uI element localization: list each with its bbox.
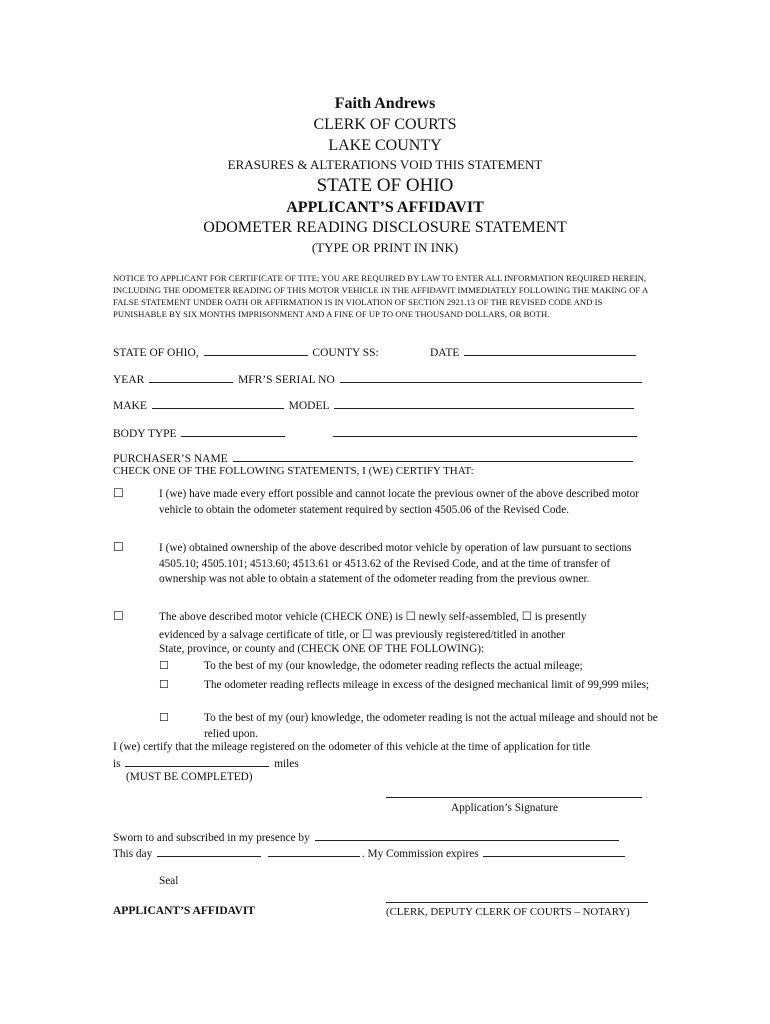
option-1-text: I (we) have made every effort possible and cannot locate the previous owner of the above described motor vehicle to obtain the odometer statement required by section 4505.06 of the Revised Code. (159, 488, 640, 516)
erasures-warning: ERASURES & ALTERATIONS VOID THIS STATEMENT (227, 157, 543, 172)
sub-option-3-checkbox[interactable]: ☐ (159, 712, 169, 724)
sub-option-2-checkbox[interactable]: ☐ (159, 679, 169, 691)
month-blank[interactable] (268, 846, 360, 857)
serial-label: MFR’S SERIAL NO (238, 374, 335, 386)
sworn-label: Sworn to and subscribed in my presence by (113, 832, 310, 844)
applicant-signature-label: Application’s Signature (451, 802, 558, 814)
sworn-row (113, 830, 621, 844)
year-blank[interactable] (149, 372, 233, 383)
option-3-text-e: was previously registered/titled in another (374, 629, 566, 641)
this-day-row (113, 846, 627, 860)
this-day-label: This day (113, 848, 153, 860)
sub-option-2-text: The odometer reading reflects mileage in excess of the designed mechanical limit of 99,999 miles; (204, 679, 650, 691)
other-state-checkbox[interactable]: ☐ (361, 629, 373, 641)
extra-row (331, 426, 639, 440)
sub-option-1-text: To the best of my (our knowledge, the odometer reading reflects the actual mileage; (204, 660, 583, 672)
ink-instructions: (TYPE OR PRINT IN INK) (311, 240, 459, 255)
date-label: DATE (430, 347, 460, 359)
make-blank[interactable] (152, 398, 284, 409)
day-blank[interactable] (157, 846, 261, 857)
state-label: STATE OF OHIO, (113, 347, 199, 359)
make-model-row (113, 398, 636, 412)
option-3-text-c: is presently (534, 611, 587, 623)
serial-blank[interactable] (340, 372, 642, 383)
form-subtitle: ODOMETER READING DISCLOSURE STATEMENT (203, 219, 567, 236)
purchaser-label: PURCHASER’S NAME (113, 453, 228, 465)
clerk-notary-label: (CLERK, DEPUTY CLERK OF COURTS – NOTARY) (386, 906, 630, 918)
purchaser-blank[interactable] (233, 451, 633, 462)
make-label: MAKE (113, 400, 147, 412)
option-3-line-3: State, province, or county and (CHECK ONE OF THE FOLLOWING): (159, 643, 485, 655)
mileage-blank[interactable] (125, 756, 269, 767)
state-title: STATE OF OHIO (316, 175, 454, 196)
clerk-signature-line[interactable] (386, 902, 648, 903)
county-blank[interactable] (204, 345, 308, 356)
model-label: MODEL (288, 400, 330, 412)
year-label: YEAR (113, 374, 145, 386)
office-title: CLERK OF COURTS (313, 116, 457, 133)
option-3-checkbox[interactable]: ☐ (113, 609, 124, 623)
mileage-row (113, 756, 299, 770)
mileage-statement: I (we) certify that the mileage registered on the odometer of this vehicle at the time of application for title (113, 741, 591, 753)
form-title: APPLICANT’S AFFIDAVIT (286, 199, 484, 216)
miles-label: miles (274, 758, 299, 770)
legal-notice: NOTICE TO APPLICANT FOR CERTIFICATE OF TITE; YOU ARE REQUIRED BY LAW TO ENTER ALL INFORMATION REQUIRED HEREIN, INCLUDING THE ODOMETER READING OF THIS MOTOR VEHICLE IN THE AFFIDAVIT IMMEDIATELY FOLLOWING THE MAKING OF A FALSE STATEMENT UNDER OATH OR AFFIRMATION IS IN VIOLATION OF SECTION 2921.13 OF THE REVISED CODE AND IS PUNISHABLE BY SIX MONTHS IMPRISONMENT AND A FINE OF UP TO ONE THOUSAND DOLLARS, OR BOTH. (113, 273, 648, 319)
year-serial-row (113, 372, 644, 386)
option-3-text-b: newly self-assembled, (418, 611, 519, 623)
option-3-text-d: evidenced by a salvage certificate of title, or (159, 629, 360, 641)
is-label: is (113, 758, 121, 770)
applicant-signature-line[interactable] (386, 797, 642, 798)
county-title: LAKE COUNTY (328, 137, 442, 154)
certify-heading: CHECK ONE OF THE FOLLOWING STATEMENTS, I (WE) CERTIFY THAT: (113, 465, 474, 477)
sworn-blank[interactable] (315, 830, 619, 841)
option-2-text: I (we) obtained ownership of the above described motor vehicle by operation of law pursuant to sections 4505.10; 4505.101; 4513.60; 4513.61 or 4513.62 of the Revised Code, and at the time of transfer of ownership was not able to obtain a statement of the odometer reading from the previous owner. (159, 542, 632, 585)
date-row (430, 345, 638, 359)
must-complete-note: (MUST BE COMPLETED) (126, 771, 253, 783)
extra-blank[interactable] (333, 426, 637, 437)
sub-option-3-text: To the best of my (our) knowledge, the odometer reading is not the actual mileage and should not be relied upon. (204, 712, 658, 740)
body-type-blank[interactable] (181, 426, 285, 437)
model-blank[interactable] (334, 398, 634, 409)
self-assembled-checkbox[interactable]: ☐ (405, 611, 416, 623)
option-3-line-1 (159, 610, 587, 623)
clerk-name: Faith Andrews (334, 95, 436, 112)
option-1-checkbox[interactable]: ☐ (113, 486, 124, 500)
seal-label: Seal (159, 875, 179, 887)
date-blank[interactable] (464, 345, 636, 356)
purchaser-row (113, 451, 635, 465)
body-type-label: BODY TYPE (113, 428, 177, 440)
body-type-row (113, 426, 287, 440)
commission-blank[interactable] (483, 846, 625, 857)
footer-title: APPLICANT’S AFFIDAVIT (113, 905, 255, 917)
option-3-text-a: The above described motor vehicle (CHECK ONE) is (159, 611, 403, 623)
sub-option-1-checkbox[interactable]: ☐ (159, 660, 169, 672)
option-2-checkbox[interactable]: ☐ (113, 540, 124, 554)
commission-label: . My Commission expires (361, 848, 479, 860)
salvage-checkbox[interactable]: ☐ (521, 611, 532, 623)
option-3-line-2 (159, 628, 565, 641)
county-ss-label: COUNTY SS: (312, 347, 379, 359)
state-county-row (113, 345, 379, 359)
